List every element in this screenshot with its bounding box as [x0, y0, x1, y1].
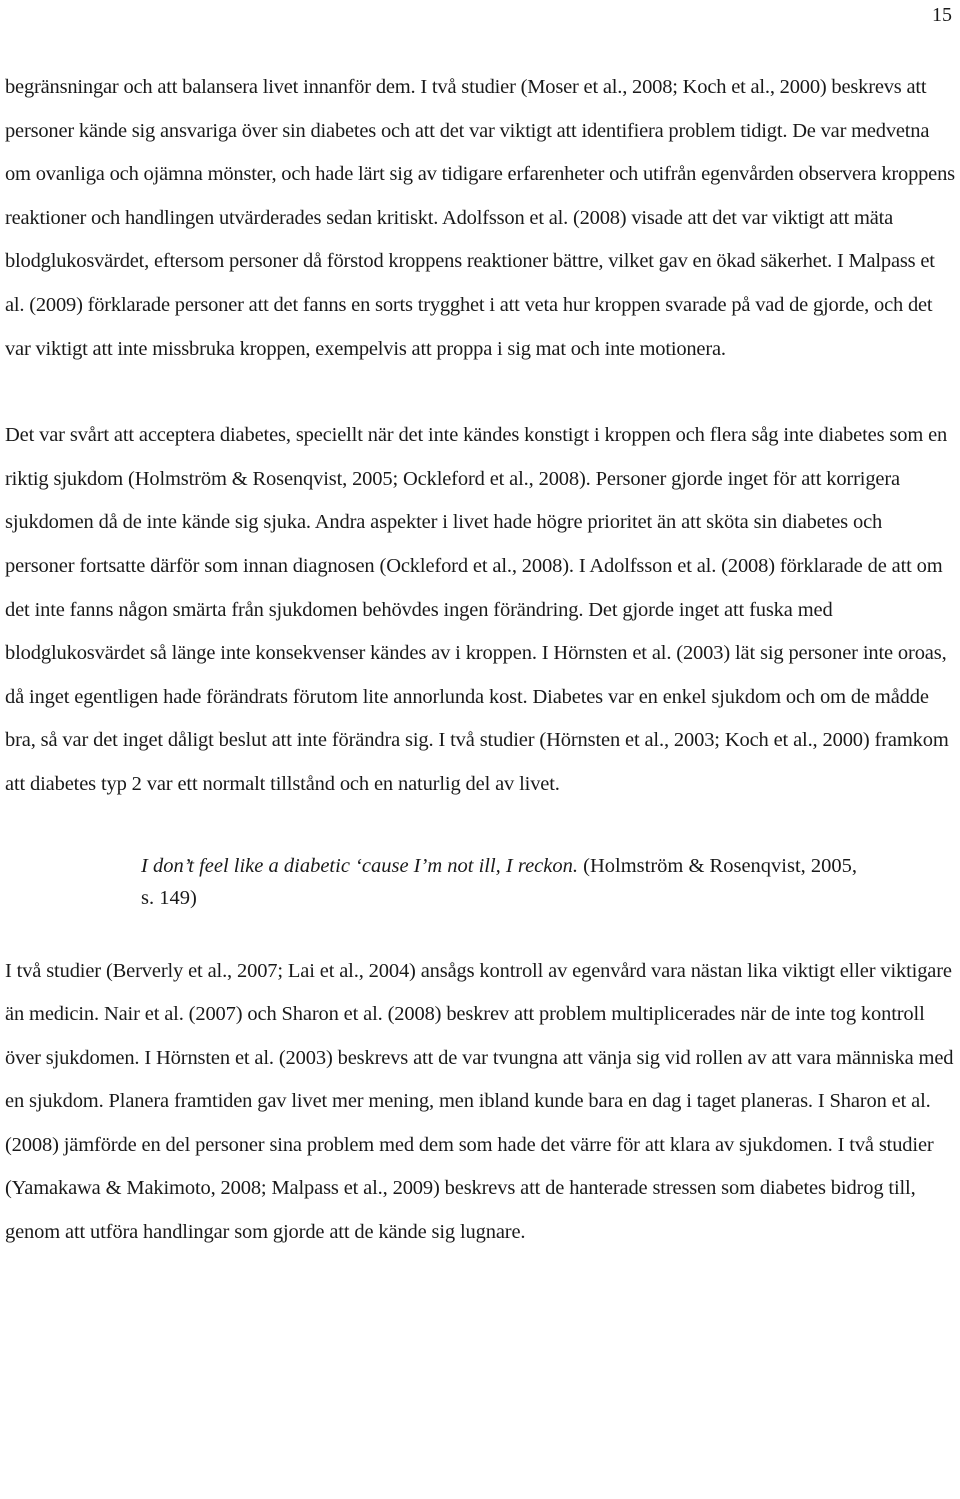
- quote-text: I don’t feel like a diabetic ‘cause I’m not ill, I reckon.: [141, 854, 578, 877]
- paragraph-control: I två studier (Berverly et al., 2007; Lai et al., 2004) ansågs kontroll av egenvård vara nästan lika viktigt eller viktigare än medicin. Nair et al. (2007) och Sharon et al. (2008) beskrev att problem multiplicerades när de inte tog kontroll över sjukdomen. I Hörnsten et al. (2003) beskrevs att de var tvungna att vänja sig vid rollen av att vara människa med en sjukdom. Planera framtiden gav livet mer mening, men ibland kunde bara en dag i taget planeras. I Sharon et al. (2008) jämförde en del personer sina problem med dem som hade det värre för att klara av sjukdomen. I två studier (Yamakawa & Makimoto, 2008; Malpass et al., 2009) beskrevs att de hanterade stressen som diabetes bidrog till, genom att utföra handlingar som gjorde att de kände sig lugnare.: [5, 959, 954, 1244]
- paragraph-acceptance: Det var svårt att acceptera diabetes, speciellt när det inte kändes konstigt i kroppen och flera såg inte diabetes som en riktig sjukdom (Holmström & Rosenqvist, 2005; Ockleford et al., 2008). Personer gjorde inget för att korrigera sjukdomen då de inte kände sig sjuka. Andra aspekter i livet hade högre prioritet än att sköta sin diabetes och personer fortsatte därför som innan diagnosen (Ockleford et al., 2008). I Adolfsson et al. (2008) förklarade de att om det inte fanns någon smärta från sjukdomen behövdes ingen förändring. Det gjorde inget att fuska med blodglukosvärdet så länge inte konsekvenser kändes av i kroppen. I Hörnsten et al. (2003) lät sig personer inte oroas, då inget egentligen hade förändrats förutom lite annorlunda kost. Diabetes var en enkel sjukdom och om de mådde bra, så var det inget dåligt beslut att inte förändra sig. I två studier (Hörnsten et al., 2003; Koch et al., 2000) framkom att diabetes typ 2 var ett normalt tillstånd och en naturlig del av livet.: [5, 424, 949, 795]
- quote-citation: (Holmström & Rosenqvist, 2005, s. 149): [141, 854, 858, 909]
- paragraph-self-responsibility: begränsningar och att balansera livet innanför dem. I två studier (Moser et al., 2008; Koch et al., 2000) beskrevs att personer kände sig ansvariga över sin diabetes och att det var viktigt att identifiera problem tidigt. De var medvetna om ovanliga och ojämna mönster, och hade lärt sig av tidigare erfarenheter och utifrån egenvården observera kroppens reaktioner och handlingen utvärderades sedan kritiskt. Adolfsson et al. (2008) visade att det var viktigt att mäta blodglukosvärdet, eftersom personer då förstod kroppens reaktioner bättre, vilket gav en ökad säkerhet. I Malpass et al. (2009) förklarade personer att det fanns en sorts trygghet i att veta hur kroppen svarade på vad de gjorde, och det var viktigt att inte missbruka kroppen, exempelvis att proppa i sig mat och inte motionera.: [5, 76, 955, 360]
- block-quote: [141, 850, 861, 914]
- page-number: 15: [932, 4, 952, 26]
- document-body: [5, 66, 955, 1255]
